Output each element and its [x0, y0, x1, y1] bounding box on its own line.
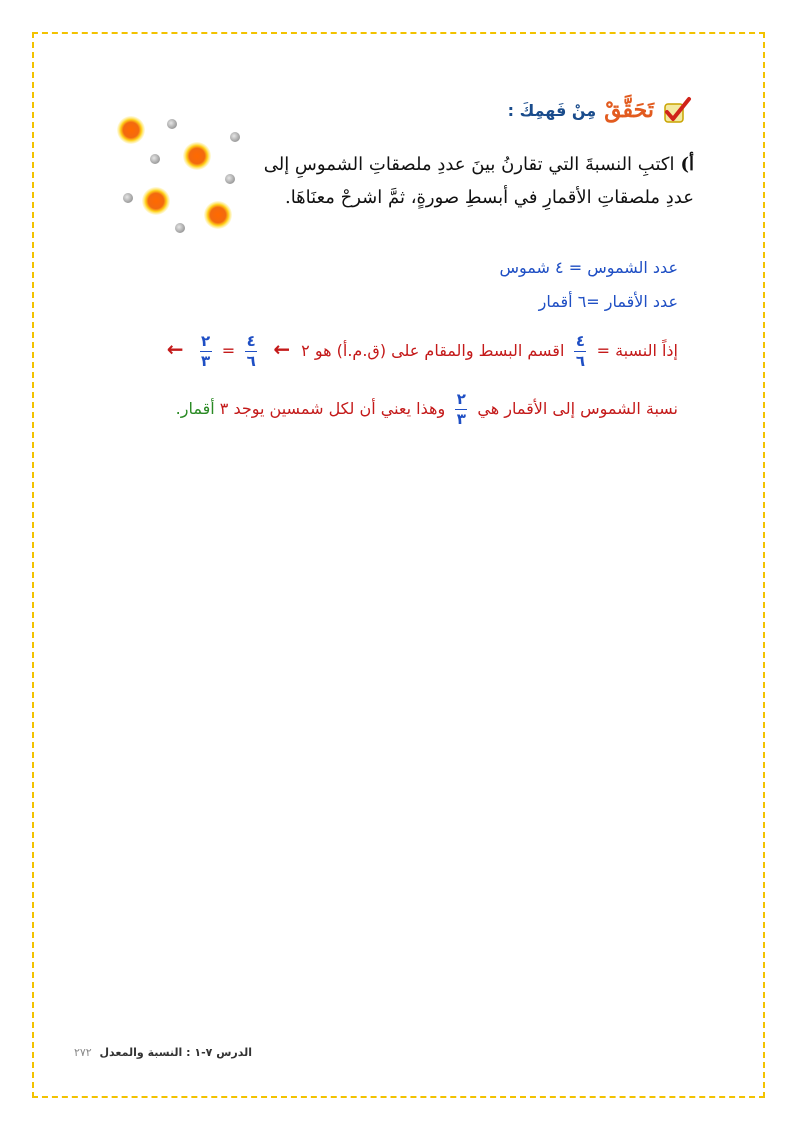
sun-icon: [117, 116, 145, 144]
lesson-title: الدرس ٧-١ : النسبة والمعدل: [99, 1046, 252, 1059]
suns-count: عدد الشموس = ٤ شموس: [499, 258, 678, 277]
check-understanding-heading: [508, 96, 692, 124]
conclusion-line: [176, 392, 678, 427]
moon-icon: [150, 154, 160, 164]
page-footer: [74, 1046, 252, 1059]
conclusion-part1: نسبة الشموس إلى الأقمار هي: [477, 399, 678, 418]
ratio-instruction: اقسم البسط والمقام على (ق.م.أ) هو ٢: [301, 341, 565, 360]
conclusion-part3: أقمار.: [175, 399, 215, 418]
suns-and-moons-illustration: [104, 104, 254, 240]
arrow-left-icon: ←: [273, 337, 291, 361]
moons-count: عدد الأقمار =٦ أقمار: [538, 292, 678, 311]
arrow-left-icon: ←: [166, 337, 184, 361]
sun-icon: [183, 142, 211, 170]
moon-icon: [225, 174, 235, 184]
conclusion-part2: وهذا يعني أن لكل شمسين يوجد ٣: [219, 399, 446, 418]
page-number: ٢٧٢: [73, 1046, 92, 1059]
equals-sign: =: [221, 341, 236, 360]
moon-icon: [175, 223, 185, 233]
fraction-two-thirds: $\frac{٢}{٣}$: [201, 332, 211, 370]
fraction-two-thirds-conclusion: $\frac{٢}{٣}$: [456, 390, 466, 428]
moon-icon: [230, 132, 240, 142]
ratio-line: [161, 334, 678, 369]
moon-icon: [167, 119, 177, 129]
fraction-four-sixths: $\frac{٤}{٦}$: [575, 332, 586, 370]
heading-main: تَحَقَّقْ: [604, 97, 654, 123]
fraction-four-sixths-2: $\frac{٤}{٦}$: [246, 332, 256, 370]
checkmark-icon: [662, 96, 692, 124]
question-text: اكتبِ النسبةَ التي تقارنُ بينَ عددِ ملصقاتِ الشموسِ إلى عددِ ملصقاتِ الأقمارِ في أبسطِ صورةٍ، ثمَّ اشرحْ معنَاهَا.: [263, 154, 694, 208]
sun-icon: [204, 201, 232, 229]
moon-icon: [123, 193, 133, 203]
heading-sub: مِنْ فَهمِكَ :: [507, 100, 597, 120]
sun-icon: [142, 187, 170, 215]
question-number: أ): [680, 154, 694, 175]
question-a: [234, 148, 694, 214]
ratio-prefix: إذاً النسبة =: [596, 341, 678, 360]
